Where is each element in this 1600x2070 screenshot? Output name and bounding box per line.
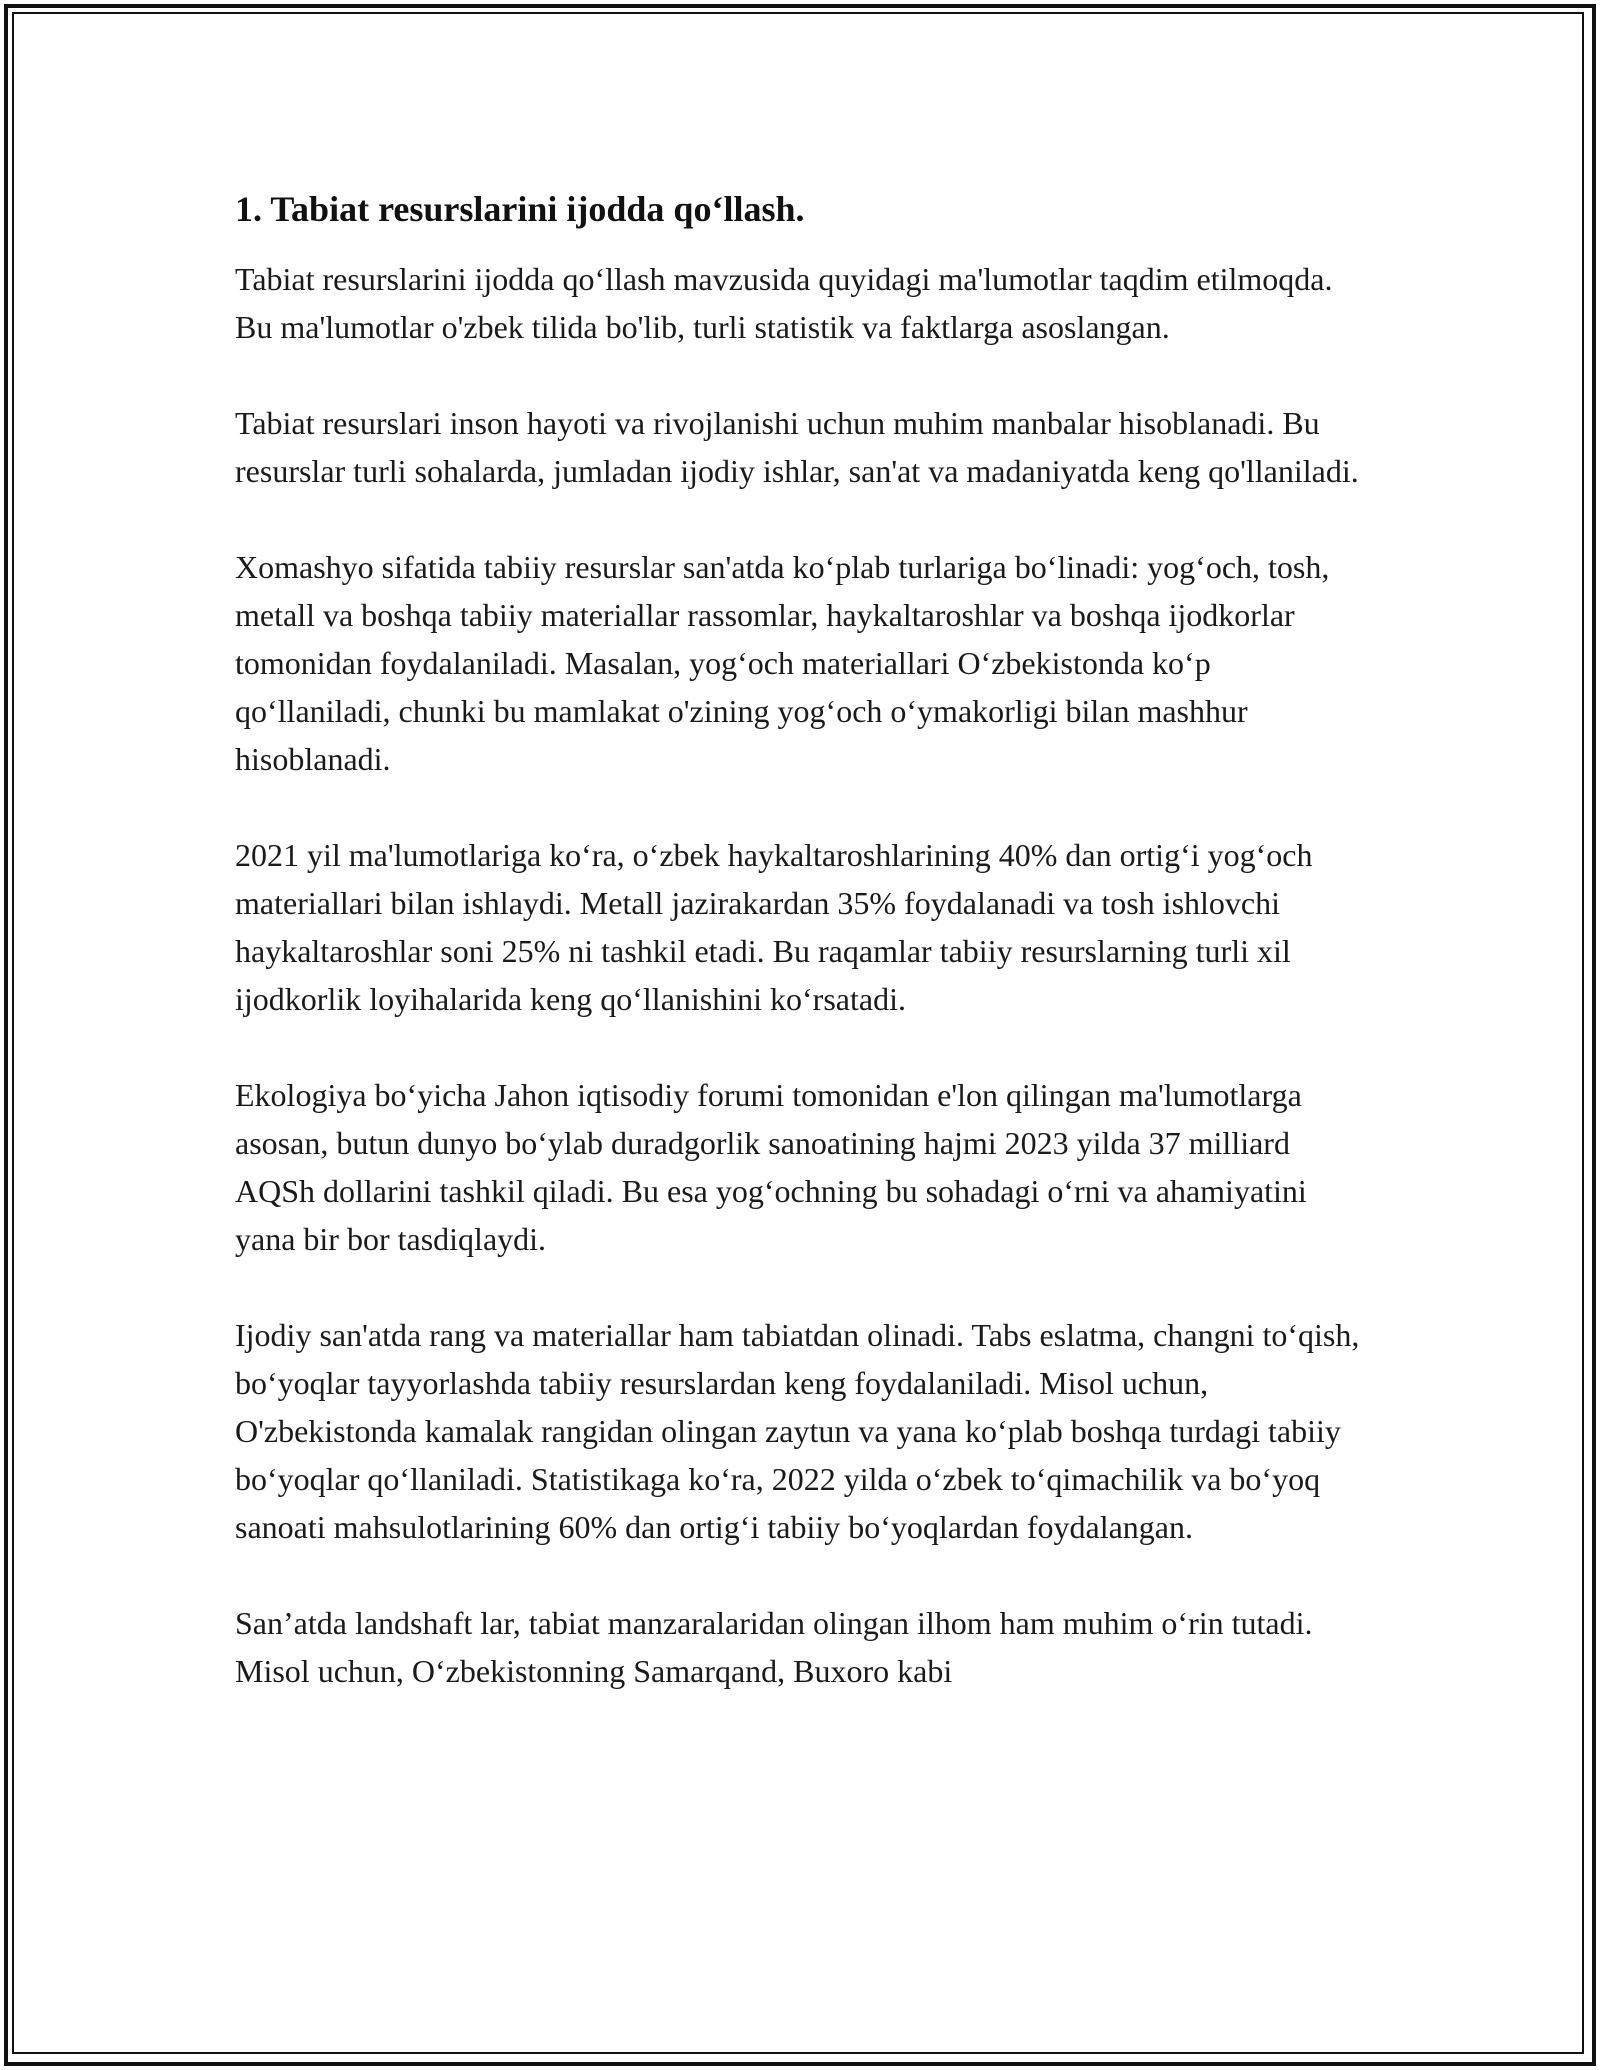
paragraph-landscape: San’atda landshaft lar, tabiat manzaralaridan olingan ilhom ham muhim o‘rin tutadi. Misol uchun, O‘zbekistonning Samarqand, Buxoro kabi bbox=[235, 1605, 1313, 1689]
paragraph-resources: Tabiat resurslari inson hayoti va rivojlanishi uchun muhim manbalar hisoblanadi. Bu resurslar turli sohalarda, jumladan ijodiy ishlar, san'at va madaniyatda keng qo'llaniladi. bbox=[235, 405, 1359, 489]
document-body bbox=[235, 185, 1370, 1743]
paragraph-natural-dyes: Ijodiy san'atda rang va materiallar ham tabiatdan olinadi. Tabs eslatma, changni to‘qish, bo‘yoqlar tayyorlashda tabiiy resurslardan keng foydalaniladi. Misol uchun, O'zbekistonda kamalak rangidan olingan zaytun va yana ko‘plab boshqa turdagi tabiiy bo‘yoqlar qo‘llaniladi. Statistikaga ko‘ra, 2022 yilda o‘zbek to‘qimachilik va bo‘yoq sanoati mahsulotlarining 60% dan ortig‘i tabiiy bo‘yoqlardan foydalangan. bbox=[235, 1317, 1360, 1545]
paragraph-raw-materials: Xomashyo sifatida tabiiy resurslar san'atda ko‘plab turlariga bo‘linadi: yog‘och, tosh, metall va boshqa tabiiy materiallar rassomlar, haykaltaroshlar va boshqa ijodkorlar tomonidan foydalaniladi. Masalan, yog‘och materiallari O‘zbekistonda ko‘p qo‘llaniladi, chunki bu mamlakat o'zining yog‘och o‘ymakorligi bilan mashhur hisoblanadi. bbox=[235, 549, 1330, 777]
paragraph-statistics-2021: 2021 yil ma'lumotlariga ko‘ra, o‘zbek haykaltaroshlarining 40% dan ortig‘i yog‘och materiallari bilan ishlaydi. Metall jazirakardan 35% foydalanadi va tosh ishlovchi haykaltaroshlar soni 25% ni tashkil etadi. Bu raqamlar tabiiy resurslarning turli xil ijodkorlik loyihalarida keng qo‘llanishini ko‘rsatadi. bbox=[235, 837, 1313, 1017]
paragraph-intro: Tabiat resurslarini ijodda qo‘llash mavzusida quyidagi ma'lumotlar taqdim etilmoqda. Bu ma'lumotlar o'zbek tilida bo'lib, turli statistik va faktlarga asoslangan. bbox=[235, 261, 1333, 345]
paragraph-woodworking-industry: Ekologiya bo‘yicha Jahon iqtisodiy forumi tomonidan e'lon qilingan ma'lumotlarga asosan, butun dunyo bo‘ylab duradgorlik sanoatining hajmi 2023 yilda 37 milliard AQSh dollarini tashkil qiladi. Bu esa yog‘ochning bu sohadagi o‘rni va ahamiyatini yana bir bor tasdiqlaydi. bbox=[235, 1077, 1307, 1257]
section-heading: 1. Tabiat resurslarini ijodda qo‘llash. bbox=[235, 189, 805, 229]
